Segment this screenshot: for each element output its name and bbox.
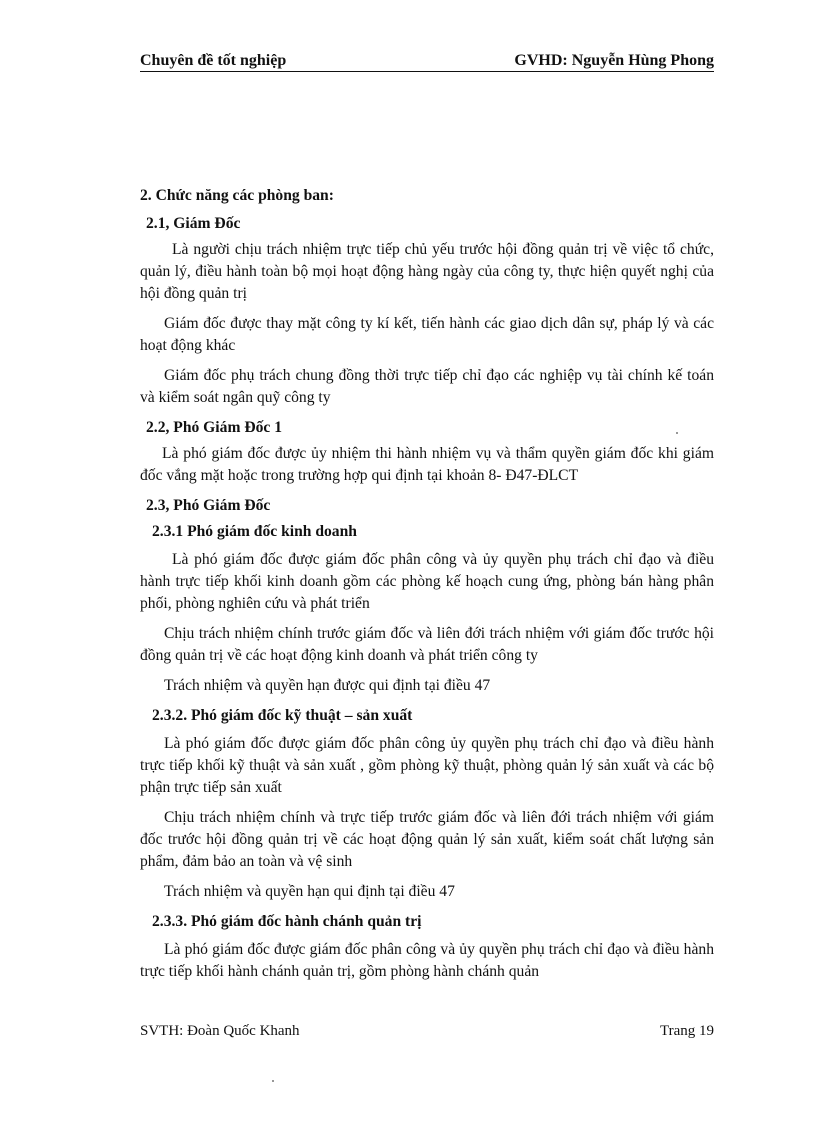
- header-title: Chuyên đề tốt nghiệp: [140, 52, 287, 69]
- paragraph: Giám đốc được thay mặt công ty kí kết, tiến hành các giao dịch dân sự, pháp lý và các hoạt động khác: [140, 315, 714, 354]
- scan-speck: [272, 1080, 274, 1082]
- heading-2-1: 2.1, Giám Đốc: [146, 215, 241, 232]
- paragraph: Chịu trách nhiệm chính trước giám đốc và liên đới trách nhiệm với giám đốc trước hội đồng quản trị về các hoạt động kinh doanh và phát triển công ty: [140, 625, 714, 664]
- header-advisor: GVHD: Nguyễn Hùng Phong: [514, 52, 714, 69]
- paragraph: Là phó giám đốc được giám đốc phân công ủy quyền phụ trách chỉ đạo và điều hành trực tiếp khối kỹ thuật và sản xuất , gồm phòng kỹ thuật, phòng quản lý sản xuất và các bộ phận trực tiếp sản xuất: [140, 735, 714, 796]
- scan-speck: [676, 432, 678, 434]
- section-heading: 2. Chức năng các phòng ban:: [140, 187, 334, 204]
- paragraph: Là phó giám đốc được giám đốc phân công và ủy quyền phụ trách chỉ đạo và điều hành trực tiếp khối hành chánh quản trị, gồm phòng hành chánh quản: [140, 941, 714, 980]
- heading-2-3-3: 2.3.3. Phó giám đốc hành chánh quản trị: [152, 913, 422, 930]
- paragraph: Trách nhiệm và quyền hạn được qui định tại điều 47: [164, 677, 491, 694]
- paragraph: Giám đốc phụ trách chung đồng thời trực tiếp chỉ đạo các nghiệp vụ tài chính kế toán và kiểm soát ngân quỹ công ty: [140, 367, 714, 406]
- heading-2-3: 2.3, Phó Giám Đốc: [146, 497, 271, 514]
- footer-author: SVTH: Đoàn Quốc Khanh: [140, 1023, 300, 1039]
- page-footer: [140, 1023, 714, 1043]
- page-header: [140, 50, 714, 72]
- heading-2-3-1: 2.3.1 Phó giám đốc kinh doanh: [152, 523, 357, 540]
- heading-2-3-2: 2.3.2. Phó giám đốc kỹ thuật – sản xuất: [152, 707, 413, 724]
- paragraph: Chịu trách nhiệm chính và trực tiếp trước giám đốc và liên đới trách nhiệm với giám đốc trước hội đồng quản trị về các hoạt động quản lý sản xuất, kiểm soát chất lượng sản phẩm, đảm bảo an toàn và vệ sinh: [140, 809, 714, 870]
- header-rule: [140, 71, 714, 72]
- paragraph: Là phó giám đốc được ủy nhiệm thi hành nhiệm vụ và thẩm quyền giám đốc khi giám đốc vắng mặt hoặc trong trường hợp qui định tại khoản 8- Đ47-ĐLCT: [140, 445, 714, 484]
- document-body: [140, 185, 714, 991]
- page-number: Trang 19: [659, 1023, 714, 1039]
- heading-2-2: 2.2, Phó Giám Đốc 1: [146, 419, 283, 436]
- paragraph: Là người chịu trách nhiệm trực tiếp chủ yếu trước hội đồng quản trị về việc tổ chức, quản lý, điều hành toàn bộ mọi hoạt động hàng ngày của công ty, thực hiện quyết nghị của hội đồng quản trị: [140, 241, 714, 302]
- paragraph: Trách nhiệm và quyền hạn qui định tại điều 47: [164, 883, 455, 900]
- paragraph: Là phó giám đốc được giám đốc phân công và ủy quyền phụ trách chỉ đạo và điều hành trực tiếp khối kinh doanh gồm các phòng kế hoạch cung ứng, phòng bán hàng phân phối, phòng nghiên cứu và phát triển: [140, 551, 714, 612]
